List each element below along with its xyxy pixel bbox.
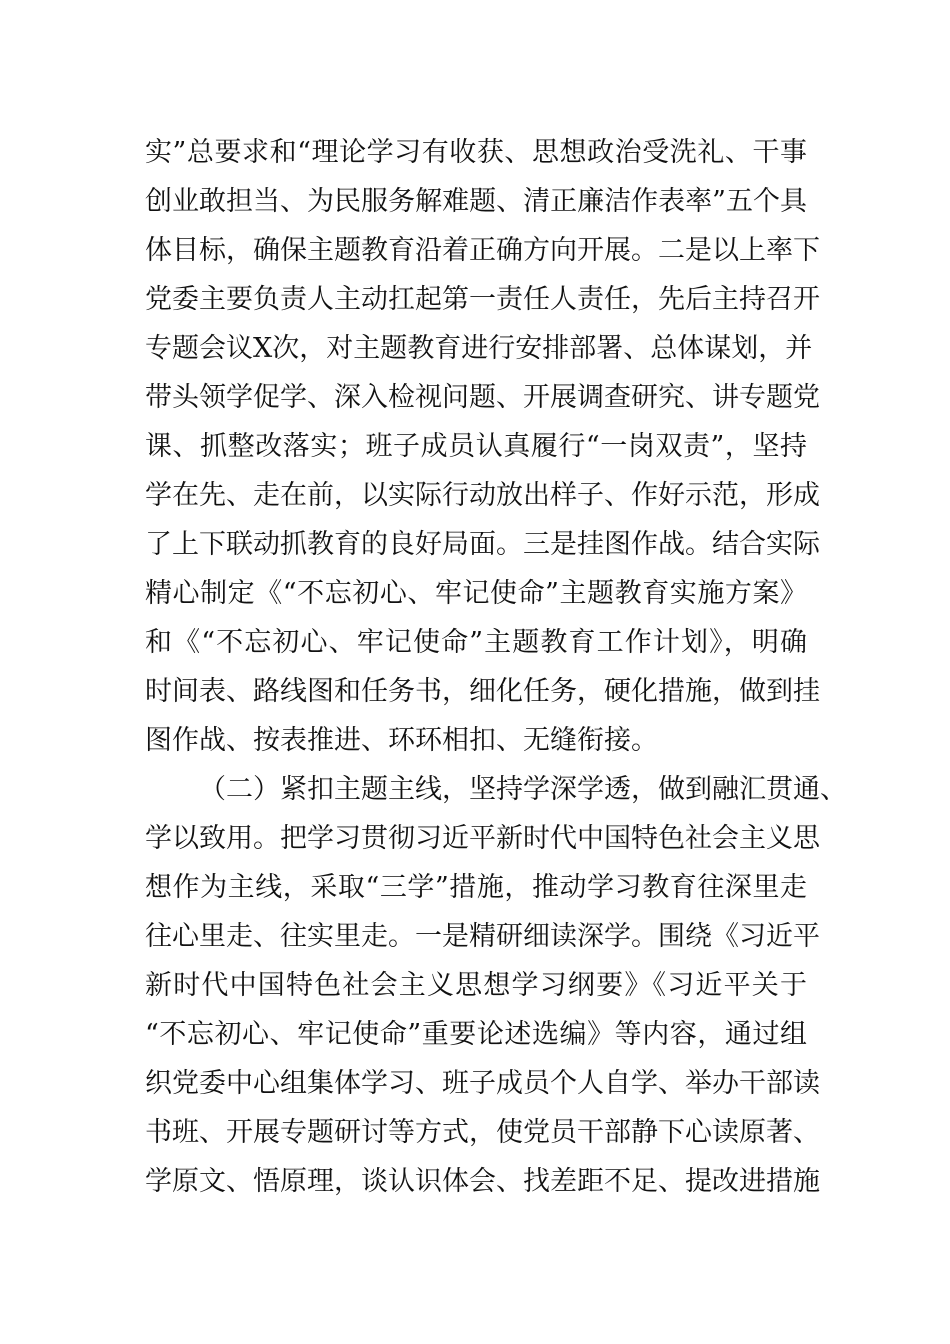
text-line: 创业敢担当、为民服务解难题、清正廉洁作表率”五个具 [145,186,807,217]
text-line: 精心制定《“不忘初心、牢记使命”主题教育实施方案》 [145,578,807,609]
text-line: 学在先、走在前，以实际行动放出样子、作好示范，形成 [145,480,820,511]
text-line: 织党委中心组集体学习、班子成员个人自学、举办干部读 [145,1068,820,1099]
text-line: 学原文、悟原理，谈认识体会、找差距不足、提改进措施 [145,1166,820,1197]
text-line: 时间表、路线图和任务书，细化任务，硬化措施，做到挂 [145,676,820,707]
text-line: 体目标，确保主题教育沿着正确方向开展。二是以上率下 [145,235,820,266]
text-line: 课、抓整改落实；班子成员认真履行“一岗双责”，坚持 [145,431,807,462]
text-line: 学以致用。把学习贯彻习近平新时代中国特色社会主义思 [145,823,820,854]
text-line: （二）紧扣主题主线，坚持学深学透，做到融汇贯通、 [199,774,847,805]
text-line: 书班、开展专题研讨等方式，使党员干部静下心读原著、 [145,1117,820,1148]
body-text [145,128,847,1206]
text-line: 实”总要求和“理论学习有收获、思想政治受洗礼、干事 [145,137,807,168]
text-line: 往心里走、往实里走。一是精研细读深学。围绕《习近平 [145,921,820,952]
text-line: 图作战、按表推进、环环相扣、无缝衔接。 [145,725,658,756]
text-line: 了上下联动抓教育的良好局面。三是挂图作战。结合实际 [145,529,820,560]
text-line: 专题会议X次，对主题教育进行安排部署、总体谋划，并 [145,333,813,364]
text-line: 和《“不忘初心、牢记使命”主题教育工作计划》，明确 [145,627,807,658]
text-line: “不忘初心、牢记使命”重要论述选编》等内容，通过组 [145,1019,807,1050]
text-line: 想作为主线，采取“三学”措施，推动学习教育往深里走 [145,872,807,903]
text-line: 党委主要负责人主动扛起第一责任人责任，先后主持召开 [145,284,820,315]
text-line: 带头领学促学、深入检视问题、开展调查研究、讲专题党 [145,382,820,413]
text-line: 新时代中国特色社会主义思想学习纲要》《习近平关于 [145,970,807,1001]
